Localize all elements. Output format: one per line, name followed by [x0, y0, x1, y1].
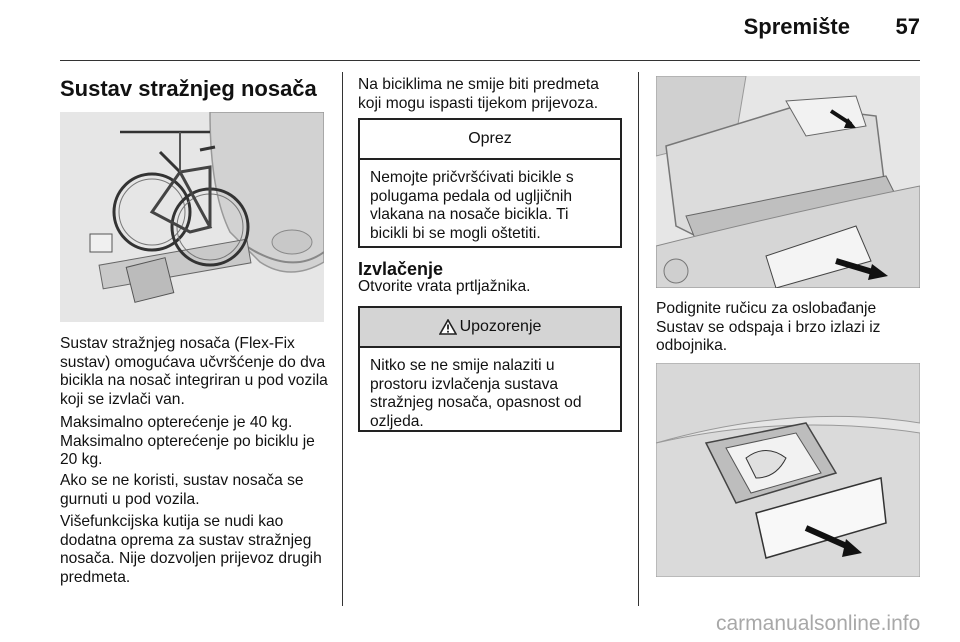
warning-triangle-icon	[439, 319, 457, 335]
warning-box-text: Nitko se ne smije nalaziti u prostoru izvlačenja sustava stražnjeg nosača, opasnost od ozljeda.	[370, 357, 582, 430]
paragraph-intro: Na biciklima ne smije biti predmeta koji mogu ispasti tijekom prijevoza.	[358, 76, 599, 112]
column-divider-right	[638, 72, 639, 606]
warning-box-title: Upozorenje	[459, 318, 542, 335]
paragraph-max-load: Maksimalno opterećenje je 40 kg. Maksimalno opterećenje po biciklu je 20 kg.	[60, 414, 315, 468]
paragraph-stowing: Ako se ne koristi, sustav nosača se gurnuti u pod vozila.	[60, 472, 304, 508]
trunk-release-figure	[656, 76, 920, 288]
page-number: 57	[895, 14, 920, 39]
caution-box-text: Nemojte pričvršćivati bicikle s polugama pedala od ugljičnih vlakana na nosače bicikla. Ti bicikli bi se mogli oštetiti.	[370, 169, 574, 242]
paragraph-release-lever: Podignite ručicu za oslobađanje Sustav se odspaja i brzo izlazi iz odbojnika.	[656, 300, 881, 354]
bike-carrier-illustration	[60, 112, 324, 322]
carrier-extended-figure	[656, 363, 920, 577]
bike-carrier-figure	[60, 112, 324, 322]
warning-box-header	[360, 308, 620, 348]
column-divider-left	[342, 72, 343, 606]
paragraph-description: Sustav stražnjeg nosača (Flex-Fix sustav) omogućava učvršćenje do dva bicikla na nosač integriran u pod vozila koji se izvlači van.	[60, 335, 328, 408]
warning-box	[358, 306, 622, 432]
watermark: carmanualsonline.info	[716, 612, 921, 635]
caution-box	[358, 118, 622, 248]
carrier-extended-illustration	[656, 363, 920, 577]
section-title: Sustav stražnjeg nosača	[60, 76, 317, 101]
caution-box-title: Oprez	[360, 120, 620, 160]
header-rule	[60, 60, 920, 61]
paragraph-multifunction-box: Višefunkcijska kutija se nudi kao dodatna oprema za sustav stražnjeg nosača. Nije dozvoljen prijevoz drugih predmeta.	[60, 513, 322, 586]
trunk-release-illustration	[656, 76, 920, 288]
paragraph-open-tailgate: Otvorite vrata prtljažnika.	[358, 278, 531, 295]
subheading-extraction: Izvlačenje	[358, 259, 444, 279]
running-header-title: Spremište	[743, 14, 850, 39]
